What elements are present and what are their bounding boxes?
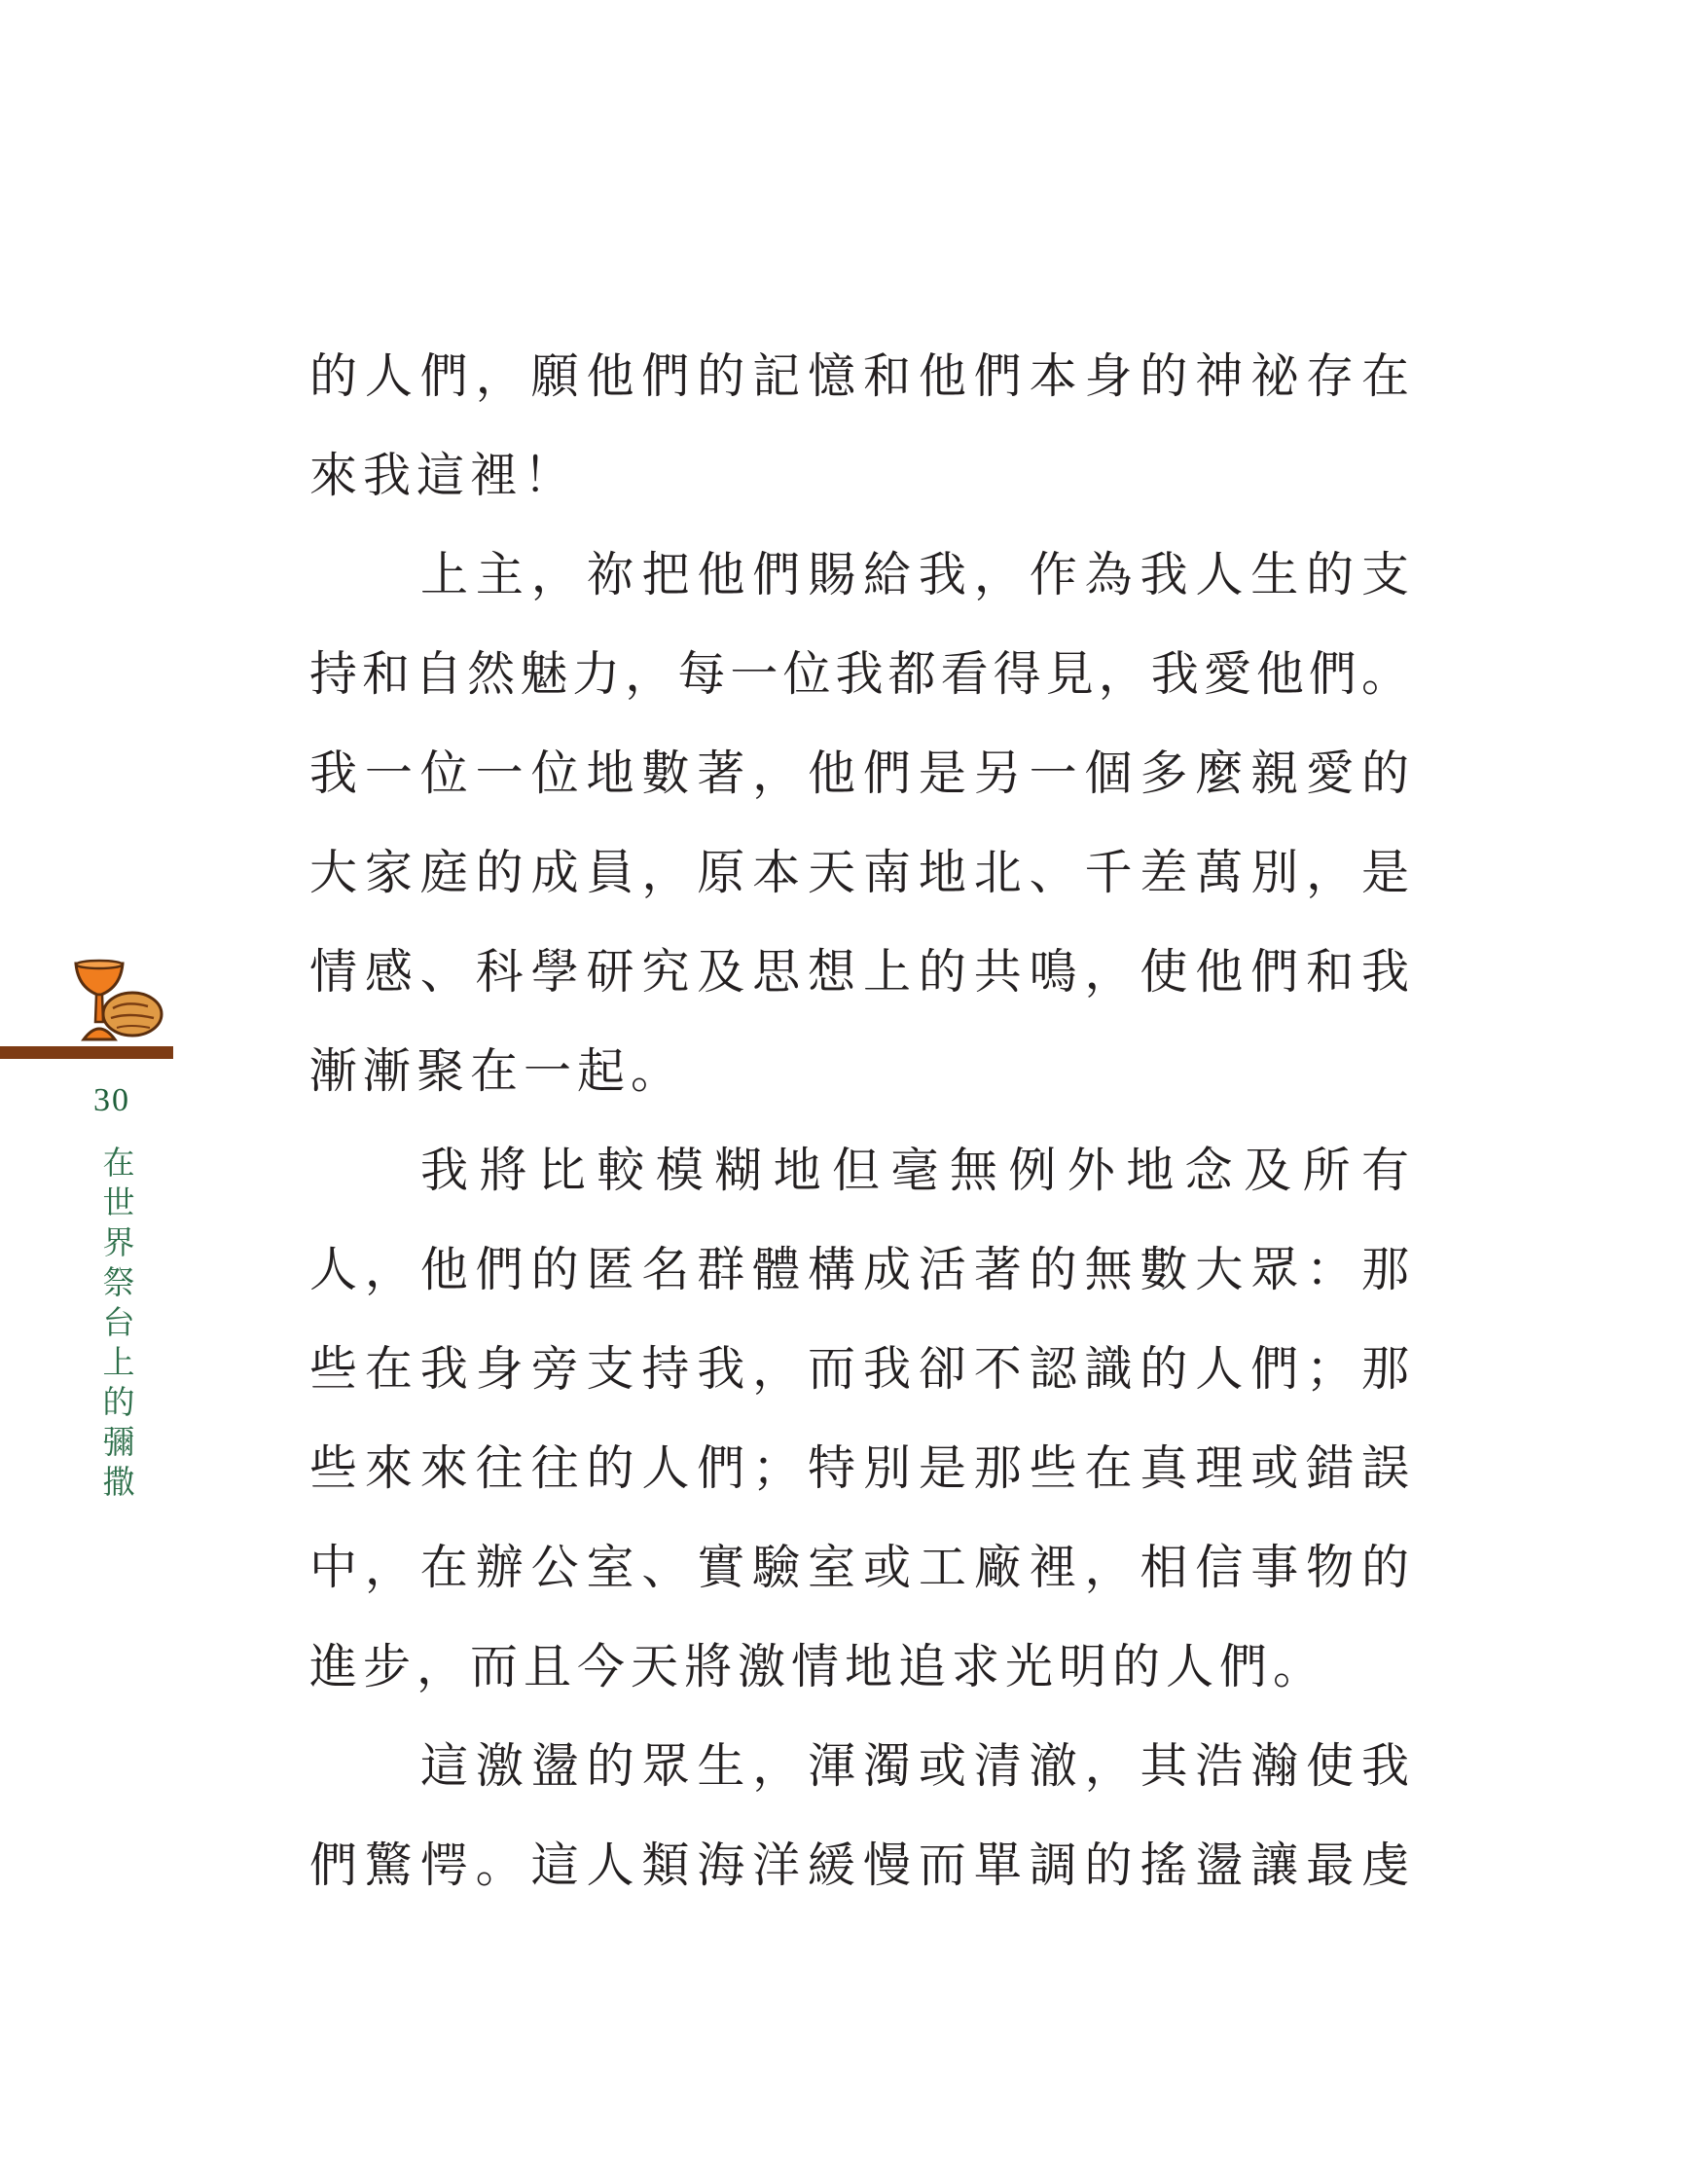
- margin-rule: [0, 1046, 173, 1059]
- text-line: 大家庭的成員，原本天南地北、千差萬別，是: [309, 845, 1409, 900]
- text-line: 情感、科學研究及思想上的共鳴，使他們和我: [309, 944, 1409, 1000]
- text-line: 我將比較模糊地但毫無例外地念及所有: [420, 1143, 1409, 1198]
- chalice-and-bread-icon: [70, 958, 167, 1045]
- text-line: 的人們，願他們的記憶和他們本身的神祕存在: [309, 348, 1409, 404]
- page-number: 30: [93, 1082, 130, 1118]
- running-title: 在世界祭台上的彌撒: [102, 1144, 135, 1501]
- text-line: 人，他們的匿名群體構成活著的無數大眾：那: [309, 1242, 1409, 1297]
- text-line: 些來來往往的人們；特別是那些在真理或錯誤: [309, 1440, 1409, 1496]
- text-line: 這激盪的眾生，渾濁或清澈，其浩瀚使我: [420, 1738, 1409, 1794]
- body-text: [309, 327, 1409, 1915]
- text-line: 們驚愕。這人類海洋緩慢而單調的搖盪讓最虔: [309, 1838, 1409, 1893]
- text-line: 漸漸聚在一起。: [309, 1043, 685, 1099]
- text-line: 些在我身旁支持我，而我卻不認識的人們；那: [309, 1341, 1409, 1397]
- text-line: 中，在辦公室、實驗室或工廠裡，相信事物的: [309, 1540, 1409, 1595]
- text-line: 上主，祢把他們賜給我，作為我人生的支: [420, 547, 1409, 602]
- text-line: 來我這裡！: [309, 448, 578, 503]
- text-line: 進步，而且今天將激情地追求光明的人們。: [309, 1639, 1327, 1694]
- text-line: 持和自然魅力，每一位我都看得見，我愛他們。: [309, 646, 1409, 702]
- text-line: 我一位一位地數著，他們是另一個多麼親愛的: [309, 746, 1409, 801]
